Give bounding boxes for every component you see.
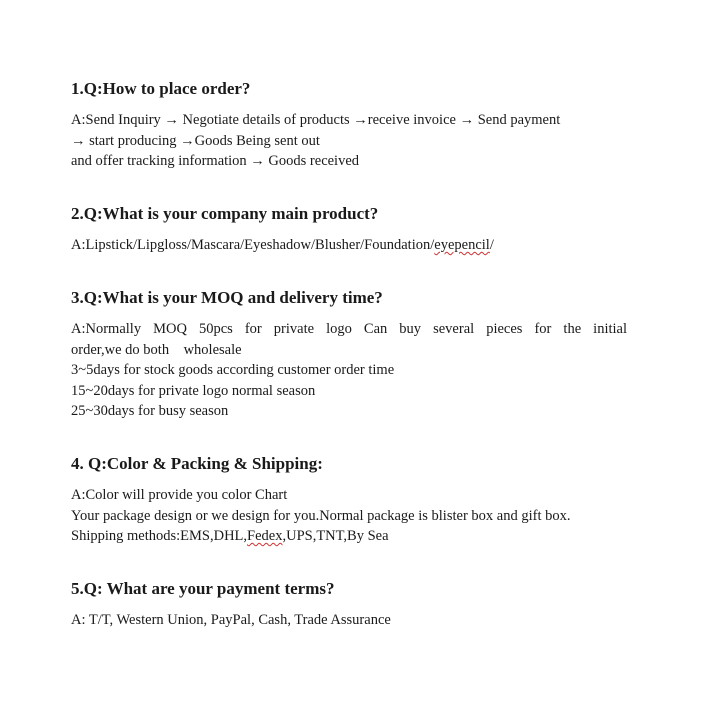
question-heading: 3.Q:What is your MOQ and delivery time?	[71, 288, 383, 307]
answer-text	[71, 319, 627, 422]
answer-line-text: ,UPS,TNT,By Sea	[282, 528, 389, 545]
question-heading: 5.Q: What are your payment terms?	[71, 579, 335, 598]
answer-text	[71, 610, 627, 631]
faq-moq-delivery	[71, 287, 627, 453]
faq-color-packing-shipping	[71, 453, 627, 578]
spelling-flagged-word: Fedex	[247, 528, 283, 545]
answer-line: Your package design or we design for you.Normal package is blister box and gift box.	[71, 507, 571, 524]
answer-line-text: Shipping methods:EMS,DHL,	[71, 528, 248, 545]
answer-line: and offer tracking information → Goods received	[71, 153, 360, 170]
faq-payment-terms	[71, 578, 627, 631]
question-heading: 4. Q:Color & Packing & Shipping:	[71, 454, 323, 473]
answer-line: A:Color will provide you color Chart	[71, 487, 288, 503]
question-heading: 1.Q:How to place order?	[71, 79, 251, 98]
question-heading: 2.Q:What is your company main product?	[71, 204, 379, 223]
answer-line: → start producing →Goods Being sent out	[71, 132, 320, 149]
faq-order-process	[71, 78, 627, 203]
answer-line: 25~30days for busy season	[71, 403, 229, 420]
answer-line-text: /	[489, 237, 494, 253]
answer-line-text: A:Lipstick/Lipgloss/Mascara/Eyeshadow/Blusher/Foundation/	[71, 237, 435, 253]
answer-line	[71, 235, 627, 256]
answer-text	[71, 235, 627, 256]
answer-line: A:Normally MOQ 50pcs for private logo Can buy several pieces for the initial	[71, 321, 627, 337]
answer-line: order,we do both wholesale	[71, 341, 242, 358]
answer-text	[71, 110, 627, 172]
answer-line: 15~20days for private logo normal season	[71, 382, 316, 399]
faq-main-product	[71, 203, 627, 287]
answer-line	[71, 526, 627, 547]
faq-document	[71, 78, 627, 631]
answer-line: A: T/T, Western Union, PayPal, Cash, Trade Assurance	[71, 612, 391, 628]
answer-text	[71, 485, 627, 547]
answer-line: A:Send Inquiry → Negotiate details of products →receive invoice → Send payment	[71, 112, 561, 128]
answer-line: 3~5days for stock goods according customer order time	[71, 362, 395, 379]
spelling-flagged-word: eyepencil	[434, 237, 490, 253]
